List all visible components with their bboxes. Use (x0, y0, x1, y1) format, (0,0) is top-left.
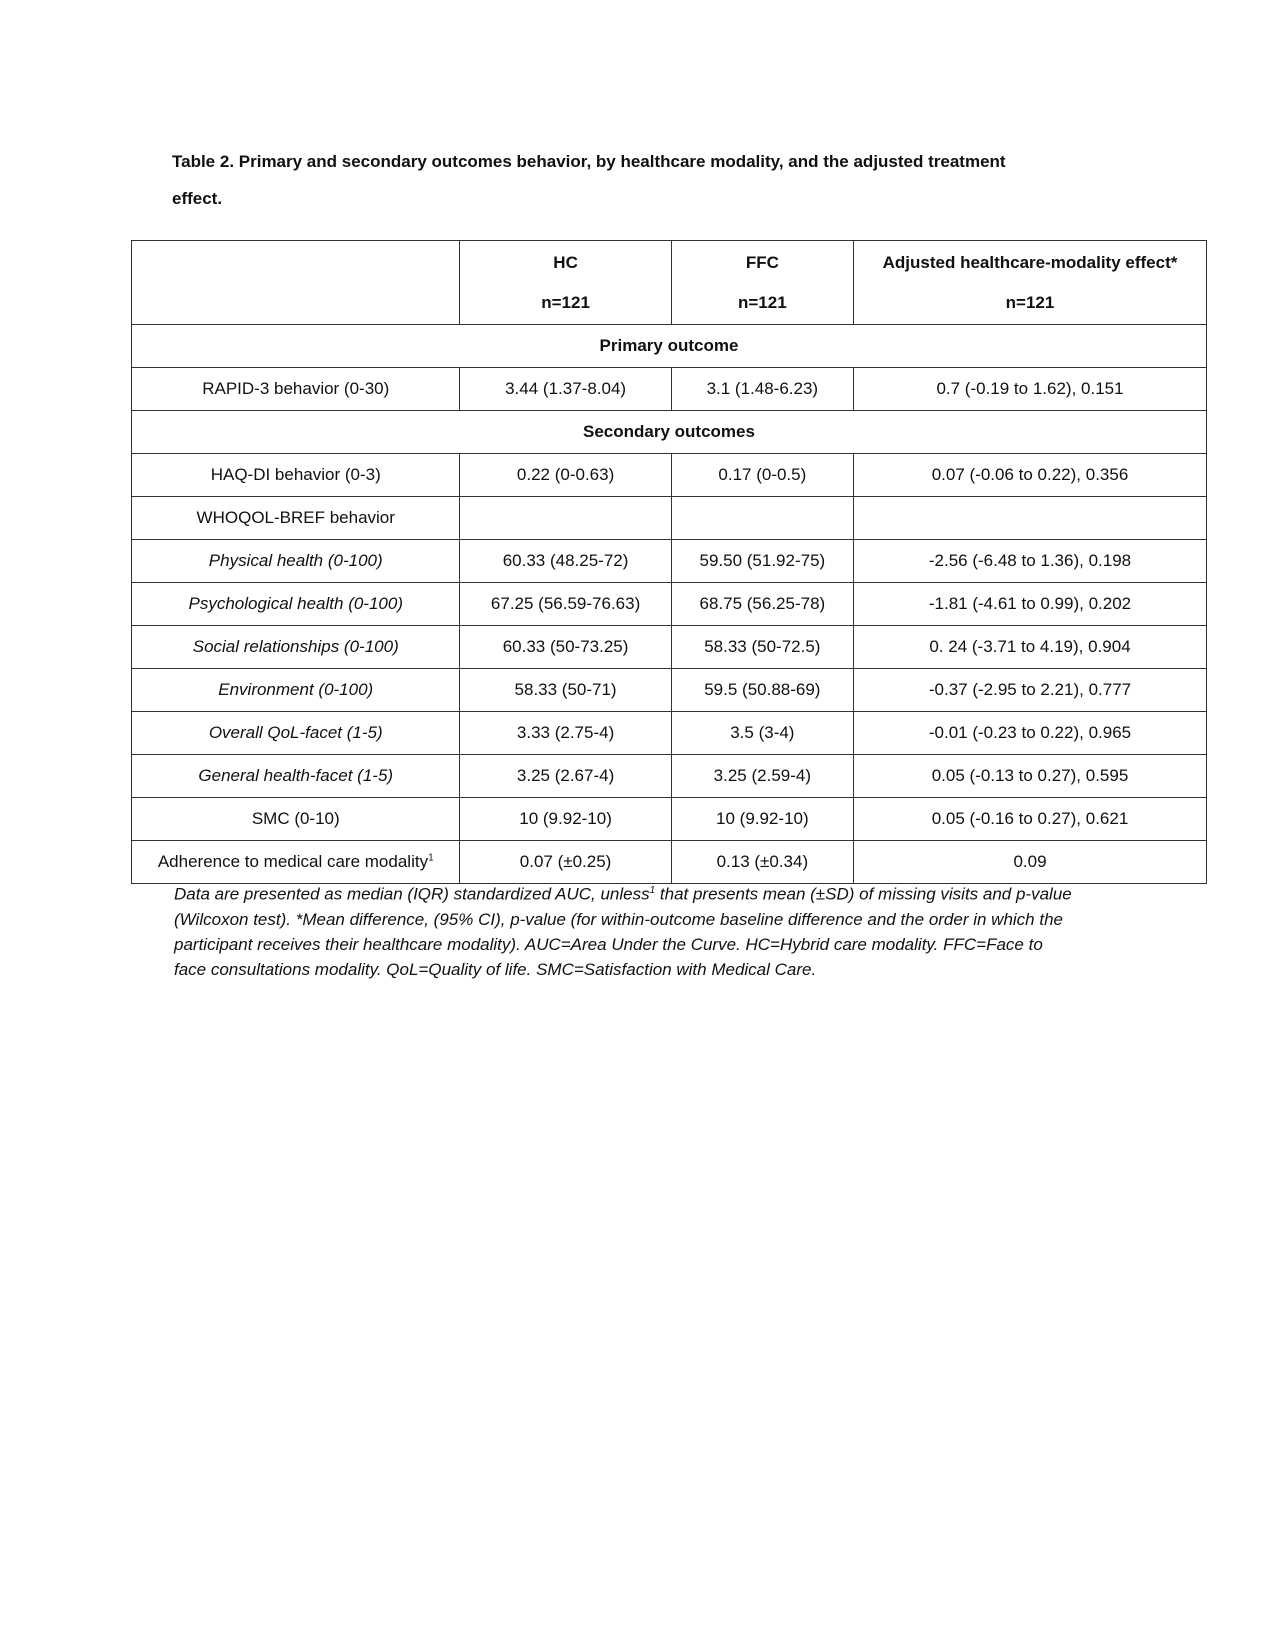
table-row: Adherence to medical care modality$^1$ 0.07 (±0.25) 0.13 (±0.34) 0.09 (132, 841, 1207, 884)
whoqol-label-row: WHOQOL-BREF behavior (132, 497, 1207, 540)
header-row (132, 241, 1207, 325)
header-empty (132, 241, 460, 325)
caption-line-1: Table 2. Primary and secondary outcomes behavior, by healthcare modality, and the adjusted treatment (172, 152, 1006, 171)
table-row: Environment (0-100) 58.33 (50-71) 59.5 (50.88-69) -0.37 (-2.95 to 2.21), 0.777 (132, 669, 1207, 712)
table-row: Psychological health (0-100) 67.25 (56.59-76.63) 68.75 (56.25-78) -1.81 (-4.61 to 0.99), 0.202 (132, 583, 1207, 626)
outcomes-table (131, 240, 1207, 884)
table-row: General health-facet (1-5) 3.25 (2.67-4) 3.25 (2.59-4) 0.05 (-0.13 to 0.27), 0.595 (132, 755, 1207, 798)
caption-line-2: effect. (172, 189, 223, 208)
header-ffc: FFC n=121 (671, 241, 853, 325)
table-footnote: Data are presented as median (IQR) standardized AUC, unless$^1$ that presents mean (±SD) of missing visits and p-value (Wilcoxon test). *Mean difference, (95% CI), p-value (for within-outcome baseline difference and the order in which the participant receives their healthcare modality). AUC=Area Under the Curve. HC=Hybrid care modality. FFC=Face to face consultations modality. QoL=Quality of life. SMC=Satisfaction with Medical Care. (174, 884, 1072, 979)
header-effect: Adjusted healthcare-modality effect* n=121 (854, 241, 1207, 325)
section-secondary: Secondary outcomes (132, 411, 1207, 454)
table-row: Overall QoL-facet (1-5) 3.33 (2.75-4) 3.5 (3-4) -0.01 (-0.23 to 0.22), 0.965 (132, 712, 1207, 755)
table-row: SMC (0-10) 10 (9.92-10) 10 (9.92-10) 0.05 (-0.16 to 0.27), 0.621 (132, 798, 1207, 841)
section-primary: Primary outcome (132, 325, 1207, 368)
table-row: HAQ-DI behavior (0-3) 0.22 (0-0.63) 0.17 (0-0.5) 0.07 (-0.06 to 0.22), 0.356 (132, 454, 1207, 497)
table-caption (172, 143, 1072, 217)
adherence-label: Adherence to medical care modality$^1$ (132, 841, 460, 884)
header-hc: HC n=121 (460, 241, 671, 325)
table-row: RAPID-3 behavior (0-30) 3.44 (1.37-8.04) 3.1 (1.48-6.23) 0.7 (-0.19 to 1.62), 0.151 (132, 368, 1207, 411)
table-row: Social relationships (0-100) 60.33 (50-73.25) 58.33 (50-72.5) 0. 24 (-3.71 to 4.19), 0.904 (132, 626, 1207, 669)
table-row: Physical health (0-100) 60.33 (48.25-72) 59.50 (51.92-75) -2.56 (-6.48 to 1.36), 0.198 (132, 540, 1207, 583)
